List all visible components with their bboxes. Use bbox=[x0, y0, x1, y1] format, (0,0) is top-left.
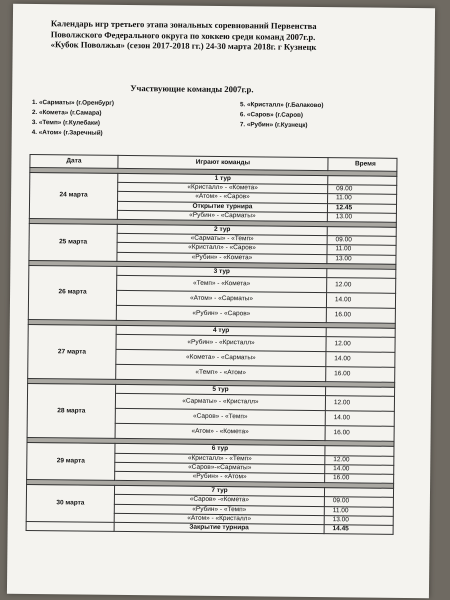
tour-label: 2 тур bbox=[117, 224, 327, 235]
schedule-body bbox=[26, 167, 397, 534]
header-date: Дата bbox=[30, 154, 118, 168]
date-cell: 25 марта bbox=[29, 224, 117, 262]
match-cell: «Комета» - «Сарматы» bbox=[116, 350, 326, 367]
document-title bbox=[51, 18, 391, 53]
team-item: 1. «Сарматы» (г.Оренбург) bbox=[32, 99, 114, 107]
time-cell: 13.00 bbox=[324, 515, 393, 525]
time-cell: 12.00 bbox=[327, 278, 396, 294]
team-item: 4. «Атом» (г.Заречный) bbox=[31, 129, 103, 137]
time-cell: 12.45 bbox=[327, 203, 396, 213]
match-cell: «Рубин» - «Саров» bbox=[116, 305, 326, 322]
match-cell: «Рубин» - «Сарматы» bbox=[117, 210, 327, 221]
match-cell: «Атом» - «Сарматы» bbox=[116, 290, 326, 307]
team-item: 6. «Саров» (г.Саров) bbox=[239, 111, 304, 119]
teams-left-column bbox=[32, 98, 217, 140]
match-cell: «Атом» - «Комета» bbox=[115, 424, 325, 441]
time-cell: 12.00 bbox=[325, 396, 394, 412]
time-cell: 12.00 bbox=[326, 337, 395, 353]
header-time: Время bbox=[328, 158, 397, 172]
time-cell: 13.00 bbox=[327, 212, 396, 222]
match-cell: «Темп» - «Атом» bbox=[116, 365, 326, 382]
time-cell: 14.00 bbox=[326, 293, 395, 309]
date-cell: 28 марта bbox=[27, 384, 116, 439]
match-cell: «Саров»-«Сарматы» bbox=[115, 462, 325, 473]
team-item: 5. «Кристалл» (г.Балаково) bbox=[240, 101, 324, 110]
time-cell: 09.00 bbox=[324, 497, 393, 507]
match-cell: «Кристалл» - «Темп» bbox=[115, 453, 325, 464]
closing-time: 14.45 bbox=[324, 525, 393, 535]
time-cell: 11.00 bbox=[327, 194, 396, 204]
time-cell: 14.00 bbox=[325, 411, 394, 427]
title-line-1: Календарь игр третьего этапа зональных соревнований Первенства bbox=[50, 18, 317, 31]
match-cell: «Рубин» - «Комета» bbox=[117, 252, 327, 263]
match-cell: «Рубин» - «Атом» bbox=[115, 471, 325, 482]
teams-right-column bbox=[240, 100, 425, 132]
match-cell: «Темп» - «Комета» bbox=[117, 275, 327, 292]
time-cell: 14.00 bbox=[325, 464, 394, 474]
date-cell: 27 марта bbox=[28, 325, 117, 380]
tour-label: 3 тур bbox=[117, 266, 327, 277]
match-cell: «Рубин» - «Кристалл» bbox=[116, 335, 326, 352]
team-item: 3. «Темп» (г.Кулебаки) bbox=[31, 119, 101, 127]
closing-date-cell bbox=[26, 522, 114, 532]
time-cell: 14.00 bbox=[326, 352, 395, 368]
teams-list bbox=[31, 98, 412, 137]
match-cell: «Сарматы» - «Кристалл» bbox=[115, 394, 325, 411]
match-cell: «Кристалл» - «Комета» bbox=[118, 183, 328, 194]
time-cell: 12.00 bbox=[325, 455, 394, 465]
team-item: 2. «Комета» (г.Самара) bbox=[31, 109, 102, 117]
date-cell: 29 марта bbox=[27, 443, 115, 481]
time-cell: 16.00 bbox=[326, 367, 395, 383]
time-cell: 11.00 bbox=[327, 245, 396, 255]
date-cell: 24 марта bbox=[29, 172, 117, 219]
tour-label: 5 тур bbox=[116, 385, 326, 396]
match-cell: «Саров» -«Комета» bbox=[114, 495, 324, 506]
match-cell: «Саров» - «Темп» bbox=[115, 409, 325, 426]
closing-match: Закрытие турнира bbox=[114, 522, 324, 533]
tour-label: 6 тур bbox=[115, 444, 325, 455]
title-line-3: «Кубок Поволжья» (сезон 2017-2018 гг.) 24-30 марта 2018г. г Кузнецк bbox=[50, 39, 317, 52]
match-cell: Открытие турнира bbox=[117, 201, 327, 212]
time-cell: 11.00 bbox=[324, 506, 393, 516]
time-cell: 16.00 bbox=[325, 426, 394, 442]
time-cell: 09.00 bbox=[328, 185, 397, 195]
match-cell: «Рубин» - «Темп» bbox=[114, 504, 324, 515]
schedule-table bbox=[26, 154, 398, 535]
match-cell: «Сарматы» - «Темп» bbox=[117, 234, 327, 245]
time-cell: 16.00 bbox=[326, 308, 395, 324]
time-cell: 16.00 bbox=[325, 474, 394, 484]
team-item: 7. «Рубин» (г.Кузнецк) bbox=[239, 121, 308, 129]
match-cell: «Атом» - «Саров» bbox=[118, 192, 328, 203]
header-match: Играют команды bbox=[118, 155, 328, 170]
match-cell: «Кристалл» - «Саров» bbox=[117, 243, 327, 254]
time-cell: 09.00 bbox=[327, 236, 396, 246]
title-line-2: Поволжского Федерального округа по хоккею среди команд 2007г.р. bbox=[50, 28, 316, 42]
tour-label: 4 тур bbox=[116, 325, 326, 336]
tour-label: 7 тур bbox=[114, 486, 324, 497]
match-cell: «Атом» - «Кристалл» bbox=[114, 513, 324, 524]
teams-title: Участвующие команды 2007г.р. bbox=[130, 83, 254, 95]
tour-label: 1 тур bbox=[118, 173, 328, 184]
paper-sheet bbox=[7, 4, 435, 598]
time-cell: 13.00 bbox=[327, 254, 396, 264]
date-cell: 30 марта bbox=[26, 485, 114, 523]
date-cell: 26 марта bbox=[28, 265, 117, 320]
